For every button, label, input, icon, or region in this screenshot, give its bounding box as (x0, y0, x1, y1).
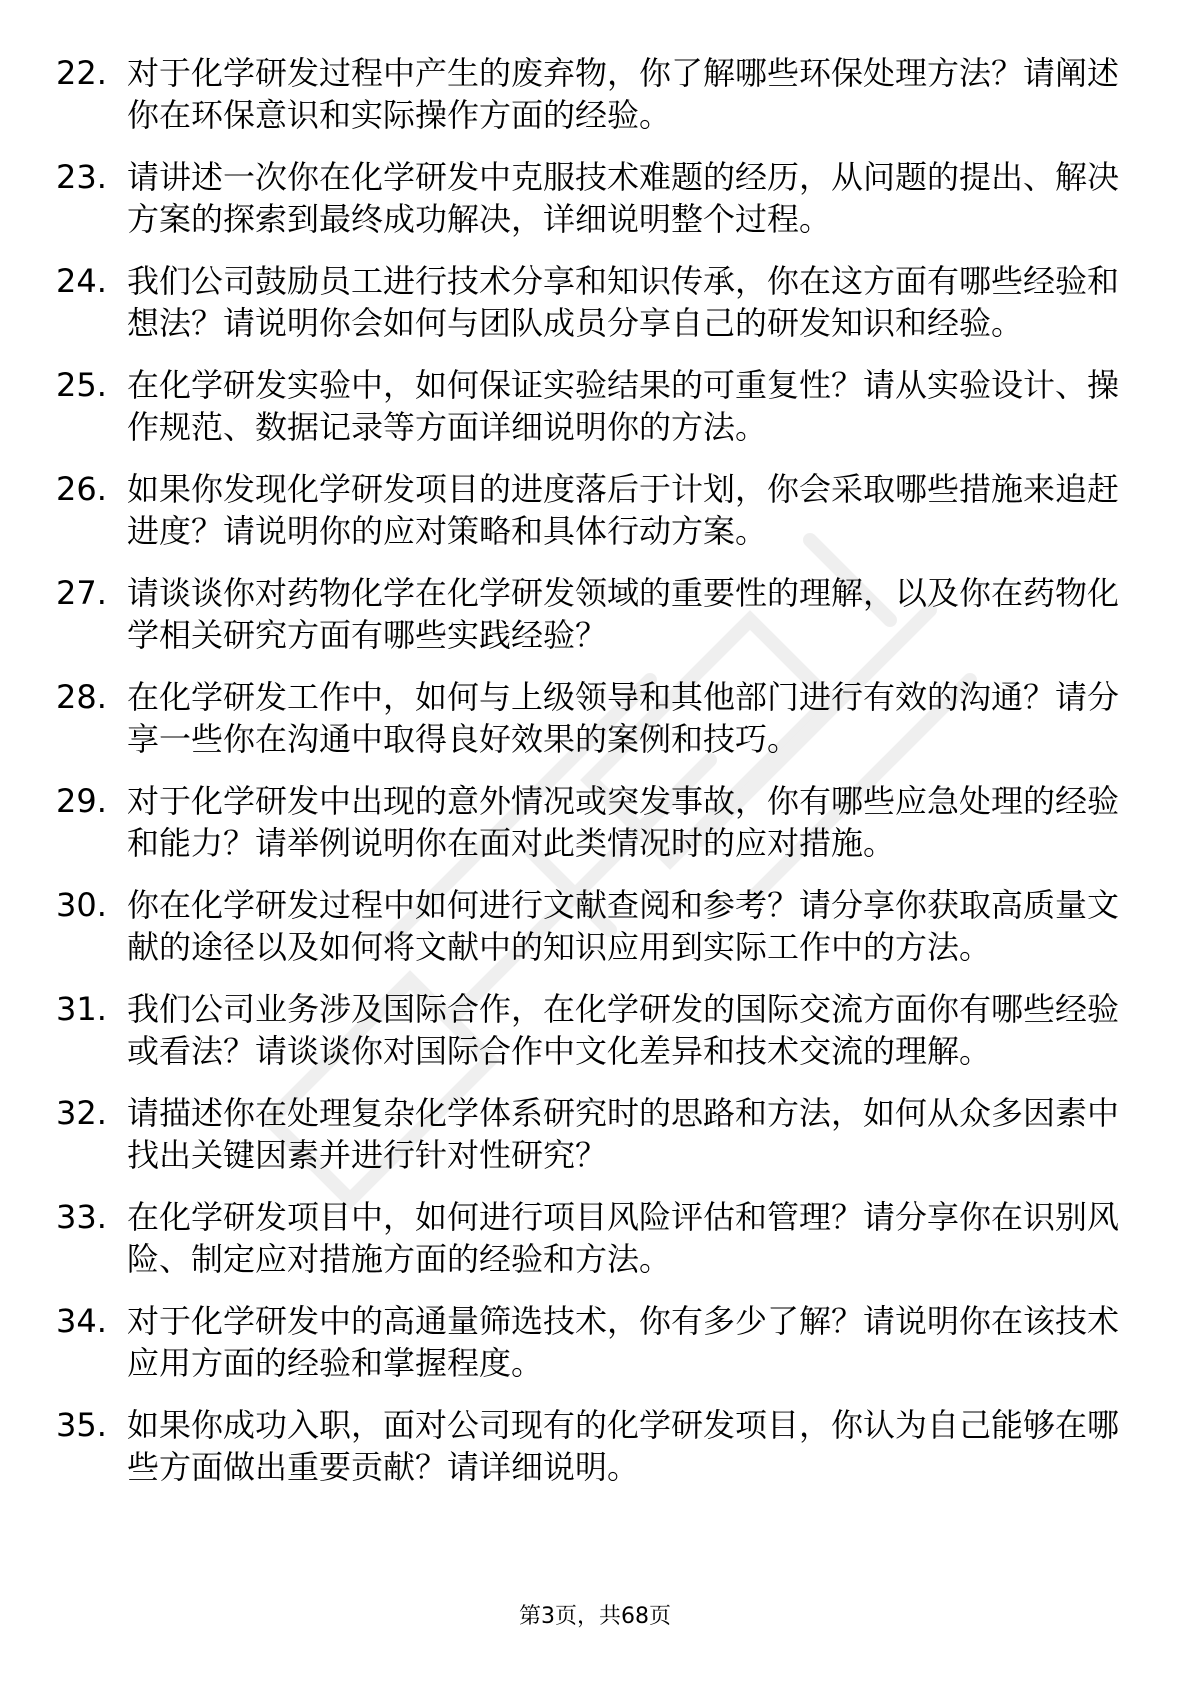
question-number: 30. (56, 886, 107, 924)
question-number: 32. (56, 1094, 107, 1132)
question-number: 34. (56, 1302, 107, 1340)
question-text: 我们公司业务涉及国际合作，在化学研发的国际交流方面你有哪些经验或看法？请谈谈你对国际合作中文化差异和技术交流的理解。 (127, 990, 1120, 1070)
list-item (0, 676, 1190, 760)
list-item (0, 884, 1190, 968)
question-text: 在化学研发工作中，如何与上级领导和其他部门进行有效的沟通？请分享一些你在沟通中取得良好效果的案例和技巧。 (127, 678, 1120, 758)
question-text: 我们公司鼓励员工进行技术分享和知识传承，你在这方面有哪些经验和想法？请说明你会如何与团队成员分享自己的研发知识和经验。 (127, 262, 1120, 342)
question-text: 对于化学研发中的高通量筛选技术，你有多少了解？请说明你在该技术应用方面的经验和掌握程度。 (127, 1302, 1120, 1382)
list-item (0, 780, 1190, 864)
list-item (0, 260, 1190, 344)
list-item (0, 468, 1190, 552)
question-text: 你在化学研发过程中如何进行文献查阅和参考？请分享你获取高质量文献的途径以及如何将文献中的知识应用到实际工作中的方法。 (127, 886, 1120, 966)
list-item (0, 52, 1190, 136)
question-number: 31. (56, 990, 107, 1028)
question-text: 如果你发现化学研发项目的进度落后于计划，你会采取哪些措施来追赶进度？请说明你的应对策略和具体行动方案。 (127, 470, 1120, 550)
question-number: 25. (56, 366, 107, 404)
list-item (0, 1404, 1190, 1488)
question-number: 33. (56, 1198, 107, 1236)
question-number: 24. (56, 262, 107, 300)
question-text: 在化学研发实验中，如何保证实验结果的可重复性？请从实验设计、操作规范、数据记录等方面详细说明你的方法。 (127, 366, 1120, 446)
question-number: 27. (56, 574, 107, 612)
question-text: 请讲述一次你在化学研发中克服技术难题的经历，从问题的提出、解决方案的探索到最终成功解决，详细说明整个过程。 (127, 158, 1120, 238)
question-text: 如果你成功入职，面对公司现有的化学研发项目，你认为自己能够在哪些方面做出重要贡献？请详细说明。 (127, 1406, 1120, 1486)
list-item (0, 364, 1190, 448)
question-number: 35. (56, 1406, 107, 1444)
list-item (0, 572, 1190, 656)
question-text: 对于化学研发过程中产生的废弃物，你了解哪些环保处理方法？请阐述你在环保意识和实际操作方面的经验。 (127, 54, 1120, 134)
question-text: 在化学研发项目中，如何进行项目风险评估和管理？请分享你在识别风险、制定应对措施方面的经验和方法。 (127, 1198, 1120, 1278)
question-number: 26. (56, 470, 107, 508)
page-footer: 第3页，共68页 (519, 1604, 671, 1629)
question-number: 29. (56, 782, 107, 820)
list-item (0, 1092, 1190, 1176)
list-item (0, 156, 1190, 240)
question-number: 23. (56, 158, 107, 196)
question-text: 对于化学研发中出现的意外情况或突发事故，你有哪些应急处理的经验和能力？请举例说明你在面对此类情况时的应对措施。 (127, 782, 1120, 862)
list-item (0, 1196, 1190, 1280)
question-number: 28. (56, 678, 107, 716)
question-text: 请描述你在处理复杂化学体系研究时的思路和方法，如何从众多因素中找出关键因素并进行针对性研究？ (127, 1094, 1120, 1174)
question-number: 22. (56, 54, 107, 92)
question-text: 请谈谈你对药物化学在化学研发领域的重要性的理解，以及你在药物化学相关研究方面有哪些实践经验？ (127, 574, 1120, 654)
list-item (0, 988, 1190, 1072)
question-list (0, 52, 1190, 1508)
list-item (0, 1300, 1190, 1384)
